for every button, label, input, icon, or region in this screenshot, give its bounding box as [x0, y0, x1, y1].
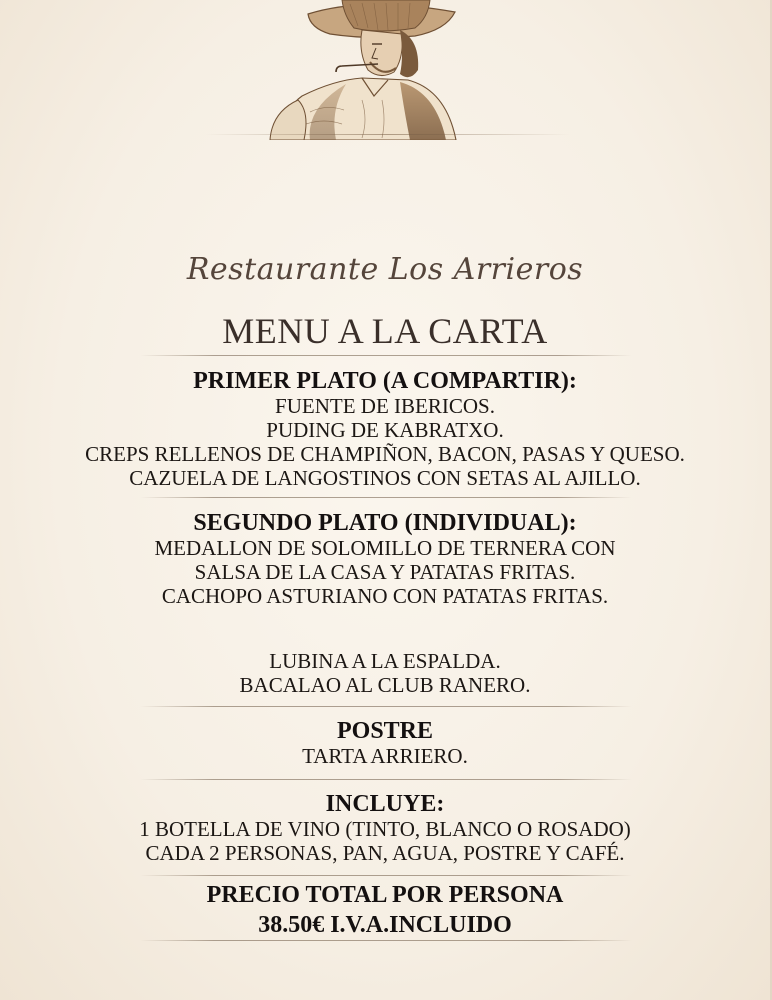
restaurant-name: Restaurante Los Arrieros: [186, 252, 584, 287]
section-segundo-plato: [0, 510, 770, 608]
menu-item: MEDALLON DE SOLOMILLO DE TERNERA CON: [154, 536, 616, 560]
divider: [140, 940, 632, 941]
section-heading: SEGUNDO PLATO (INDIVIDUAL):: [193, 510, 577, 536]
arriero-illustration: [250, 0, 480, 140]
menu-item: FUENTE DE IBERICOS.: [275, 394, 495, 418]
price-heading: PRECIO TOTAL POR PERSONA: [206, 882, 564, 908]
section-segundo-plato-cont: [0, 649, 770, 697]
menu-item: 1 BOTELLA DE VINO (TINTO, BLANCO O ROSADO): [139, 817, 631, 841]
section-heading: PRIMER PLATO (A COMPARTIR):: [193, 368, 577, 394]
divider: [140, 706, 632, 707]
top-divider: [205, 134, 570, 135]
divider: [140, 497, 632, 498]
menu-item: CREPS RELLENOS DE CHAMPIÑON, BACON, PASAS Y QUESO.: [85, 442, 685, 466]
menu-item: CAZUELA DE LANGOSTINOS CON SETAS AL AJILLO.: [129, 466, 641, 490]
section-heading: INCLUYE:: [325, 791, 445, 817]
section-postre: [0, 718, 770, 768]
divider: [140, 875, 632, 876]
menu-item: PUDING DE KABRATXO.: [266, 418, 504, 442]
menu-item: SALSA DE LA CASA Y PATATAS FRITAS.: [194, 560, 576, 584]
divider: [140, 355, 632, 356]
menu-item: BACALAO AL CLUB RANERO.: [239, 673, 531, 697]
divider: [140, 779, 632, 780]
section-incluye: [0, 791, 770, 865]
menu-item: LUBINA A LA ESPALDA.: [269, 649, 501, 673]
menu-item: TARTA ARRIERO.: [302, 744, 468, 768]
price-value: 38.50€ I.V.A.INCLUIDO: [258, 912, 512, 938]
menu-item: CACHOPO ASTURIANO CON PATATAS FRITAS.: [161, 584, 609, 608]
section-primer-plato: [0, 368, 770, 490]
menu-title: MENU A LA CARTA: [222, 311, 548, 351]
section-heading: POSTRE: [336, 718, 434, 744]
menu-item: CADA 2 PERSONAS, PAN, AGUA, POSTRE Y CAFÉ.: [145, 841, 625, 865]
section-precio: [0, 882, 770, 938]
